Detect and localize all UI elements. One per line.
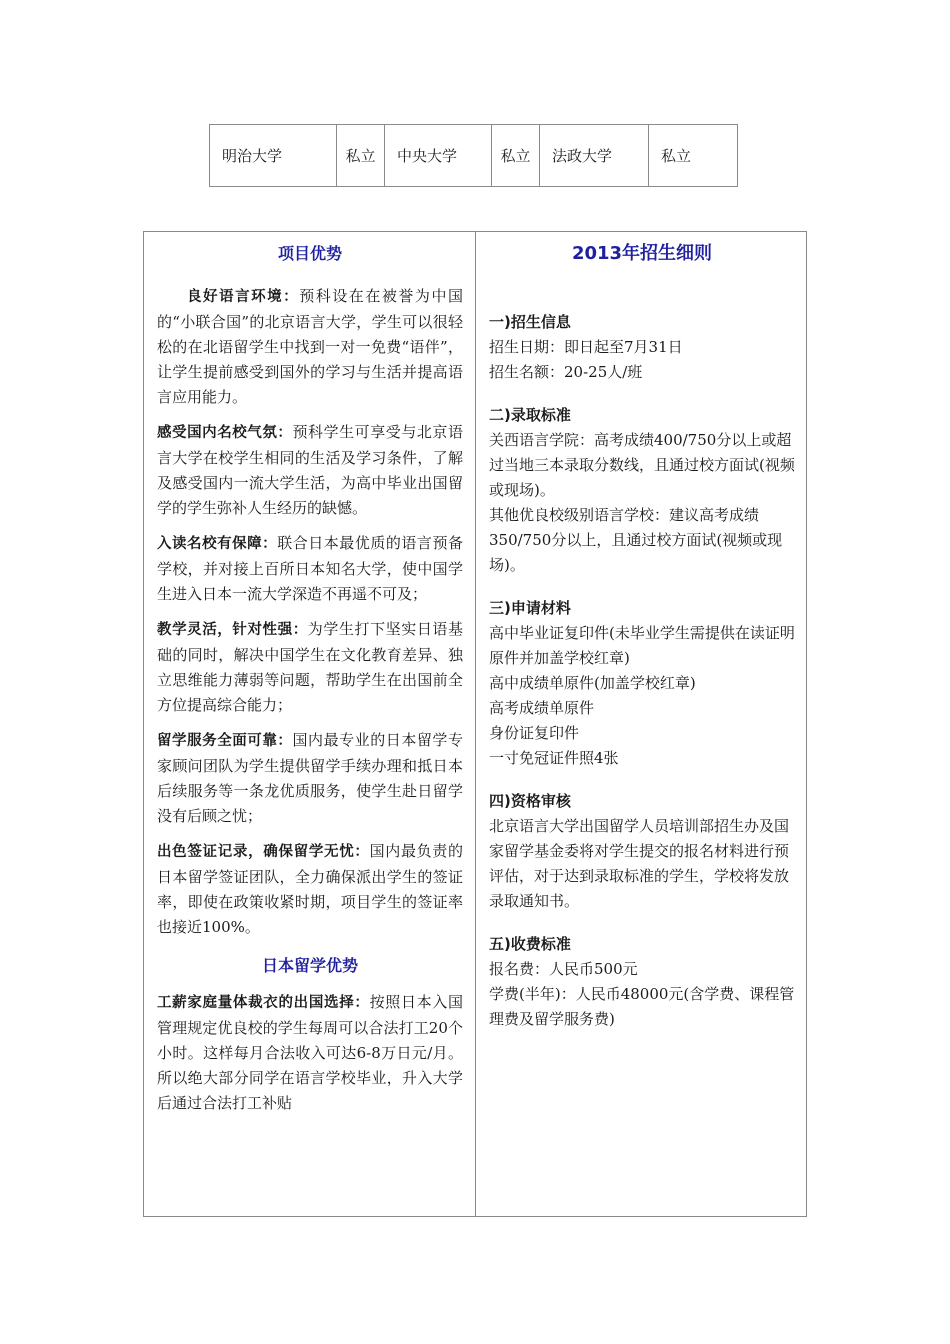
advantage-item (157, 990, 463, 1116)
section-line: 报名费：人民币500元 (489, 960, 638, 978)
advantage-text: 国内最负责的日本留学签证团队，全力确保派出学生的签证率，即使在政策收紧时期，项目学生的签证率也接近100%。 (157, 842, 463, 936)
admission-section (489, 310, 795, 385)
admission-section (489, 789, 795, 914)
admission-section (489, 596, 795, 771)
advantage-text: 预科设在在被誉为中国的“小联合国”的北京语言大学，学生可以很轻松的在北语留学生中找到一对一免费“语伴”，让学生提前感受到国外的学习与生活并提高语言应用能力。 (157, 287, 463, 406)
japan-advantages-heading: 日本留学优势 (261, 956, 358, 975)
university-name: 法政大学 (540, 125, 649, 187)
section-line: 学费(半年)：人民币48000元(含学费、课程管理费及留学服务费) (489, 985, 795, 1028)
university-type: 私立 (492, 125, 540, 187)
section-line: 高考成绩单原件 (489, 699, 595, 717)
advantage-text: 联合日本最优质的语言预备学校，并对接上百所日本知名大学，使中国学生进入日本一流大学深造不再遥不可及； (157, 534, 463, 603)
advantage-text: 预科学生可享受与北京语言大学在校学生相同的生活及学习条件，了解及感受国内一流大学生活，为高中毕业出国留学的学生弥补人生经历的缺憾。 (157, 423, 463, 517)
column-divider (475, 232, 476, 1216)
section-title: 二)录取标准 (489, 406, 571, 424)
section-line: 高中成绩单原件(加盖学校红章) (489, 674, 696, 692)
university-type: 私立 (337, 125, 385, 187)
admission-section (489, 932, 795, 1032)
advantage-item (157, 531, 463, 607)
advantage-item (157, 284, 463, 410)
admission-section (489, 403, 795, 578)
section-line: 招生日期：即日起至7月31日 (489, 338, 683, 356)
section-title: 一)招生信息 (489, 313, 571, 331)
advantage-item (157, 617, 463, 718)
table-row (210, 125, 738, 187)
section-line: 一寸免冠证件照4张 (489, 749, 619, 767)
university-name: 中央大学 (385, 125, 492, 187)
advantage-lead: 良好语言环境： (187, 289, 300, 305)
section-title: 四)资格审核 (489, 792, 571, 810)
program-info-box (143, 231, 807, 1217)
section-line: 身份证复印件 (489, 724, 580, 742)
university-table (209, 124, 738, 187)
section-line: 高中毕业证复印件(未毕业学生需提供在读证明原件并加盖学校红章) (489, 624, 795, 667)
advantage-item (157, 839, 463, 940)
advantage-lead: 出色签证记录，确保留学无忧： (157, 844, 370, 860)
advantage-item (157, 420, 463, 521)
university-type: 私立 (649, 125, 738, 187)
advantage-lead: 感受国内名校气氛： (157, 425, 293, 441)
advantages-column (157, 240, 463, 1116)
advantages-heading: 项目优势 (277, 244, 342, 263)
university-name: 明治大学 (210, 125, 337, 187)
section-line: 关西语言学院：高考成绩400/750分以上或超过当地三本录取分数线，且通过校方面试(视频或现场)。 (489, 431, 795, 499)
admission-column (489, 240, 795, 1032)
advantage-item (157, 728, 463, 829)
advantage-lead: 工薪家庭量体裁衣的出国选择： (157, 995, 370, 1011)
section-line: 其他优良校级别语言学校：建议高考成绩350/750分以上，且通过校方面试(视频或现场)。 (489, 506, 783, 574)
section-title: 五)收费标准 (489, 935, 571, 953)
advantage-text: 国内最专业的日本留学专家顾问团队为学生提供留学手续办理和抵日本后续服务等一条龙优质服务，使学生赴日留学没有后顾之忧； (157, 731, 463, 825)
section-title: 三)申请材料 (489, 599, 571, 617)
advantage-lead: 教学灵活，针对性强： (157, 622, 308, 638)
advantage-lead: 入读名校有保障： (157, 536, 278, 552)
advantage-text: 为学生打下坚实日语基础的同时，解决中国学生在文化教育差异、独立思维能力薄弱等问题，帮助学生在出国前全方位提高综合能力； (157, 620, 463, 714)
section-line: 招生名额：20-25人/班 (489, 363, 643, 381)
admission-heading: 2013年招生细则 (571, 243, 713, 264)
advantage-text: 按照日本入国管理规定优良校的学生每周可以合法打工20个小时。这样每月合法收入可达6-8万日元/月。所以绝大部分同学在语言学校毕业，升入大学后通过合法打工补贴 (157, 993, 463, 1112)
advantage-lead: 留学服务全面可靠： (157, 733, 293, 749)
section-line: 北京语言大学出国留学人员培训部招生办及国家留学基金委将对学生提交的报名材料进行预评估，对于达到录取标准的学生，学校将发放录取通知书。 (489, 817, 790, 910)
